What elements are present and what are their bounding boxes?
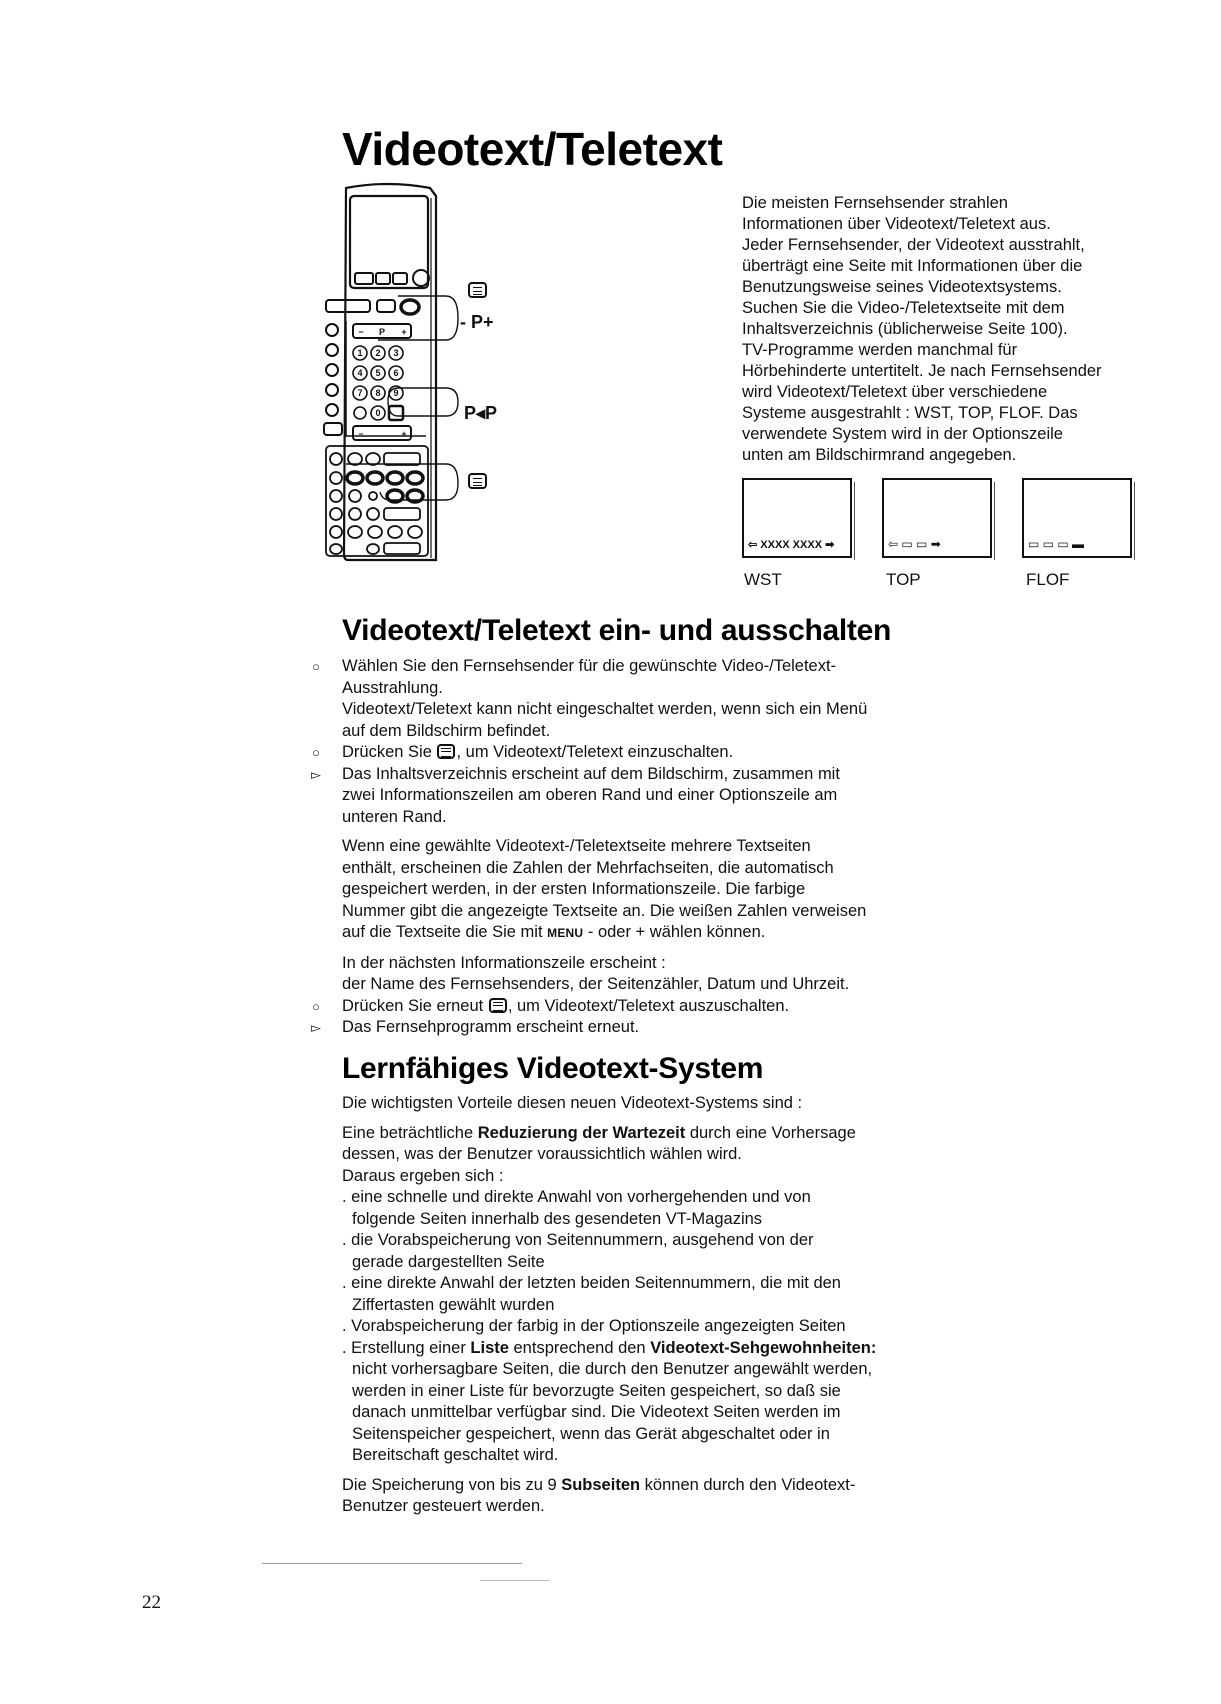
intro-line: Benutzungsweise seines Videotextsystems. (742, 278, 1062, 296)
screen-label-flof: FLOF (1026, 570, 1070, 589)
digit-2: 2 (375, 348, 381, 358)
section-heading-on-off: Videotext/Teletext ein- und ausschalten (342, 614, 891, 647)
intro-line: Suchen Sie die Video-/Teletextseite mit dem (742, 299, 1065, 317)
circle-bullet-icon: ○ (312, 998, 320, 1014)
intro-line: verwendete System wird in der Optionszeile (742, 425, 1063, 443)
screen-label-top: TOP (886, 570, 921, 589)
step-item: ○ Drücken Sie , um Videotext/Teletext einzuschalten. (305, 742, 985, 764)
menu-key-label: MENU (547, 926, 584, 940)
section-intro: Die wichtigsten Vorteile diesen neuen Videotext-Systems sind : (342, 1094, 803, 1112)
digit-8: 8 (375, 388, 381, 398)
page-title: Videotext/Teletext (342, 123, 723, 175)
advantage-item: . eine direkte Anwahl der letzten beiden Seitennummern, die mit den Ziffertasten gewählt wurden (342, 1274, 841, 1314)
circle-bullet-icon: ○ (312, 659, 320, 674)
closing-paragraph: Die Speicherung von bis zu 9 Subseiten können durch den Videotext- Benutzer gesteuert werden. (342, 1475, 856, 1515)
triangle-bullet-icon: ▻ (311, 766, 321, 782)
digit-6: 6 (393, 368, 399, 378)
digit-1: 1 (357, 348, 363, 358)
section-heading-learning-system: Lernfähiges Videotext-System (342, 1052, 764, 1085)
digit-9: 9 (393, 388, 399, 398)
intro-line: Hörbehinderte untertitelt. Je nach Fernsehsender (742, 362, 1102, 380)
triangle-bullet-icon: ▻ (311, 1020, 321, 1035)
multipage-paragraph: Wenn eine gewählte Videotext-/Teletextseite mehrere Textseiten enthält, erscheinen die Zahlen der Mehrfachseiten, die automatisch gespeichert werden, in der ersten Informationszeile. Die farbige Nummer gibt die angezeigte Textseite an. Die weißen Zahlen verweisen auf die Textseite die Sie mit MENU - oder + wählen können. (342, 837, 867, 941)
digit-5: 5 (375, 368, 381, 378)
screen-label-wst: WST (744, 570, 782, 589)
teletext-icon (468, 473, 487, 489)
digit-4: 4 (357, 368, 363, 378)
screen-flof (1022, 478, 1132, 558)
advantage-item: . Vorabspeicherung der farbig in der Optionszeile angezeigten Seiten (342, 1317, 846, 1335)
program-up-down-label: - P+ (460, 312, 494, 332)
intro-paragraph (742, 193, 1182, 466)
intro-line: wird Videotext/Teletext über verschiedene (742, 383, 1048, 401)
teletext-icon (468, 282, 487, 298)
digit-7: 7 (357, 388, 363, 398)
option-line-flof (1028, 536, 1126, 552)
option-line-text: ⇦ ▭ ▭ ➡ (888, 537, 941, 551)
teletext-icon (437, 744, 455, 759)
intro-line: TV-Programme werden manchmal für (742, 341, 1018, 359)
vol-minus-label: − (358, 429, 364, 439)
result-item: ▻ Das Fernsehprogramm erscheint erneut. (305, 1017, 985, 1039)
digit-3: 3 (393, 348, 399, 358)
p-key-label: P (378, 327, 386, 337)
intro-line: überträgt eine Seite mit Informationen über die (742, 257, 1083, 275)
screen-top (882, 478, 992, 558)
digit-0: 0 (375, 408, 381, 418)
scan-artifact (262, 1563, 522, 1564)
page-number: 22 (142, 1592, 161, 1613)
p-plus-label: + (401, 327, 407, 337)
result-item: ▻ Das Inhaltsverzeichnis erscheint auf dem Bildschirm, zusammen mit zwei Informationszeilen am oberen Rand und einer Optionszeile am unteren Rand. (305, 764, 985, 829)
option-line-wst (748, 536, 846, 552)
intro-line: Informationen über Videotext/Teletext aus. (742, 215, 1051, 233)
advantages-paragraph: Eine beträchtliche Reduzierung der Wartezeit durch eine Vorhersage dessen, was der Benutzer voraussichtlich wählen wird. Daraus ergeben sich : (342, 1123, 856, 1185)
remote-control-illustration (318, 178, 518, 564)
step-item: ○ Drücken Sie erneut , um Videotext/Teletext auszuschalten. (305, 996, 985, 1018)
video-button (355, 273, 373, 284)
intro-line: Inhaltsverzeichnis (üblicherweise Seite 100). (742, 320, 1068, 338)
info-line-paragraph: In der nächsten Informationszeile erscheint : der Name des Fernsehsenders, der Seitenzähler, Datum und Uhrzeit. (342, 953, 850, 993)
advantage-item: . Erstellung einer Liste entsprechend den Videotext-Sehgewohnheiten: nicht vorhersagbare Seiten, die durch den Benutzer angewählt werden, werden in einer Liste für bevorzugte Seiten gespeichert, so daß sie danach unmittelbar verfügbar sind. Die Videotext Seiten werden im Seitenspeicher gespeichert, wenn das Gerät abgeschaltet oder in Bereitschaft geschaltet wird. (342, 1338, 877, 1464)
screen-wst (742, 478, 852, 558)
circle-bullet-icon: ○ (312, 745, 320, 760)
option-line-text: ▭ ▭ ▭ ▬ (1028, 537, 1085, 551)
intro-line: Die meisten Fernsehsender strahlen (742, 194, 1008, 212)
section-learning-body (342, 1093, 982, 1518)
vol-plus-label: + (401, 429, 407, 439)
advantage-item: . die Vorabspeicherung von Seitennummern, ausgehend von der gerade dargestellten Seite (342, 1231, 814, 1271)
option-line-text: ⇦ XXXX XXXX ➡ (748, 538, 835, 551)
scan-artifact (480, 1580, 550, 1581)
intro-line: Systeme ausgestrahlt : WST, TOP, FLOF. Das (742, 404, 1078, 422)
teletext-icon (489, 998, 507, 1013)
step-item: ○ Wählen Sie den Fernsehsender für die gewünschte Video-/Teletext- Ausstrahlung. Videotext/Teletext kann nicht eingeschaltet werden, wenn sich ein Menü auf dem Bildschirm befindet. (305, 656, 985, 742)
option-line-top (888, 536, 986, 552)
p-minus-label: − (358, 327, 364, 337)
intro-line: unten am Bildschirmrand angegeben. (742, 446, 1017, 464)
advantage-item: . eine schnelle und direkte Anwahl von vorhergehenden und von folgende Seiten innerhalb des gesendeten VT-Magazins (342, 1188, 811, 1228)
intro-line: Jeder Fernsehsender, der Videotext ausstrahlt, (742, 236, 1085, 254)
section-on-off-body (305, 656, 985, 1039)
swap-program-label: P◂P (464, 403, 498, 423)
